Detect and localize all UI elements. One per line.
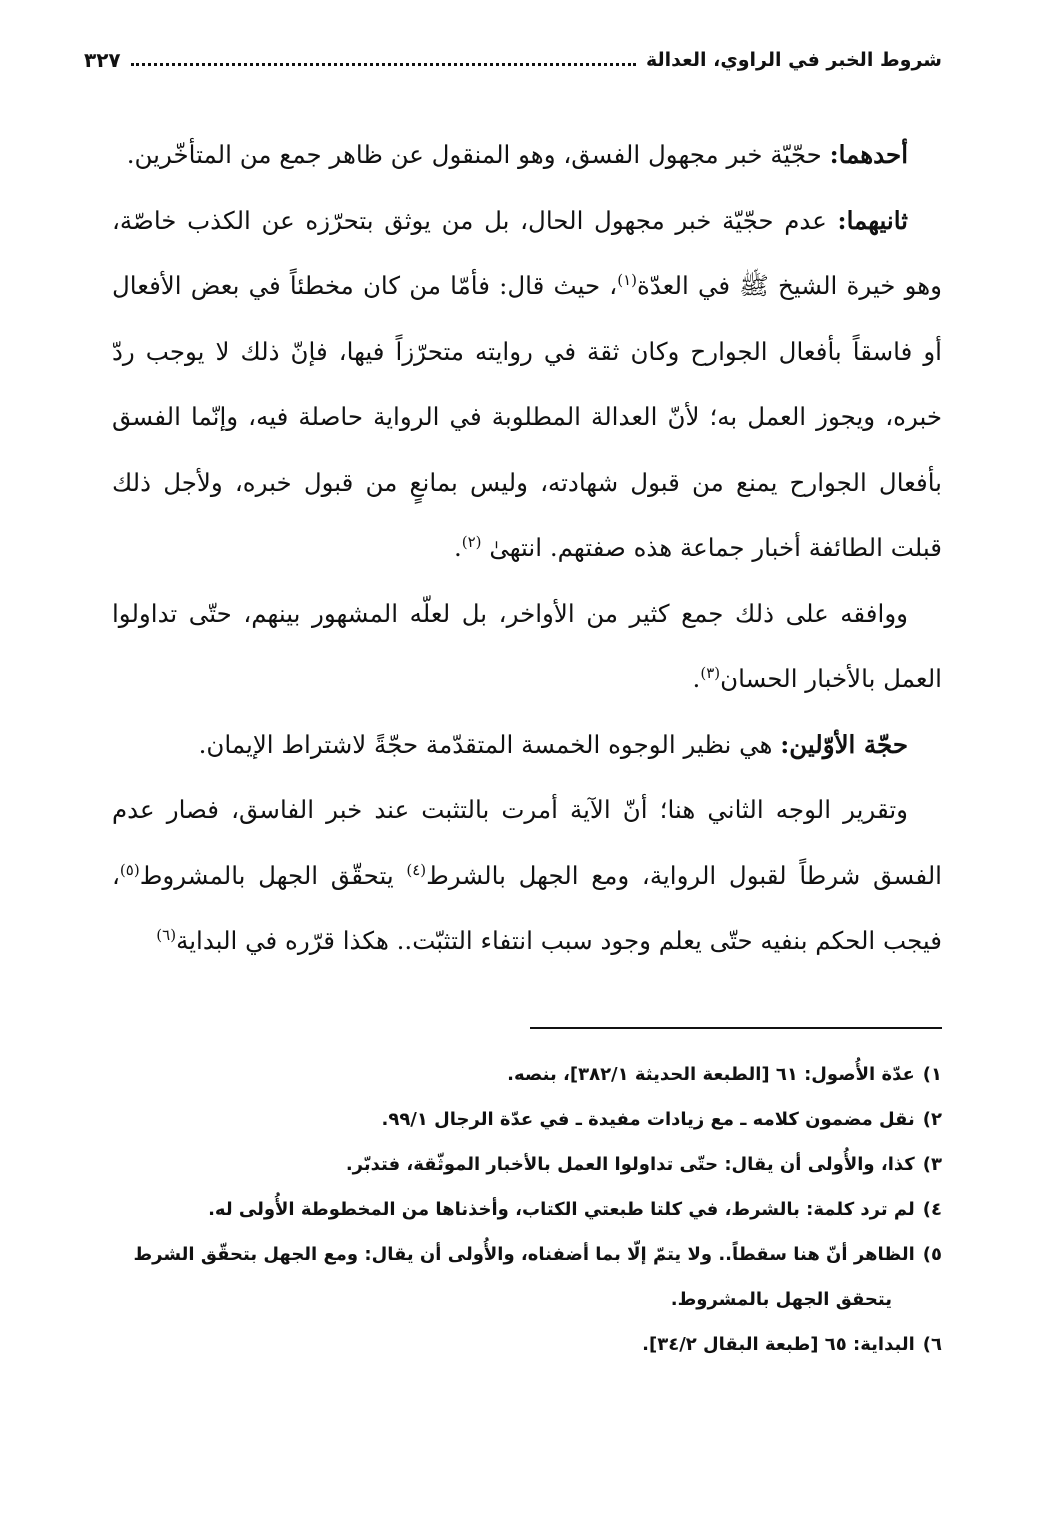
footnote-number: ٦) — [922, 1334, 942, 1355]
footnote-text: لم ترد كلمة: بالشرط، في كلتا طبعتي الكتاب، وأخذناها من المخطوطة الأُولى له. — [208, 1199, 915, 1220]
paragraph-5-text-b: يتحقّق الجهل بالمشروط — [139, 860, 407, 890]
footnote-text: كذا، والأُولى أن يقال: حتّى تداولوا العمل بالأخبار الموثّقة، فتدبّر. — [345, 1154, 915, 1175]
footnote-4 — [112, 1187, 942, 1232]
footnote-3 — [112, 1142, 942, 1187]
paragraph-1-text: حجّيّة خبر مجهول الفسق، وهو المنقول عن ظاهر جمع من المتأخّرين. — [126, 140, 830, 169]
footnote-ref-4[interactable]: (٤) — [406, 860, 427, 879]
footnote-ref-1[interactable]: (١) — [617, 270, 637, 289]
paragraph-2-lead: ثانيهما: — [837, 205, 908, 235]
footnote-ref-3[interactable]: (٣) — [700, 663, 721, 682]
paragraph-4-text: هي نظير الوجوه الخمسة المتقدّمة حجّةً لاشتراط الإيمان. — [198, 729, 781, 759]
footnote-ref-6[interactable]: (٦) — [156, 925, 177, 944]
paragraph-2-text-b: ، حيث قال: فأمّا من كان مخطئاً في بعض الأفعال أو فاسقاً بأفعال الجوارح وكان ثقة في روايته متحرّزاً فيها، فإنّ ذلك لا يوجب ردّ خبره، ويجوز العمل به؛ لأنّ العدالة المطلوبة في الرواية حاصلة فيه، وإنّما الفسق بأفعال الجوارح يمنع من قبول شهادته، وليس بمانعٍ من قبول خبره، ولأجل ذلك قبلت الطائفة أخبار جماعة هذه صفتهم. انتهىٰ — [112, 271, 942, 562]
paragraph-5-text-c: ، فيجب الحكم بنفيه حتّى يعلم وجود سبب انتفاء التثبّت.. هكذا قرّره في البداية — [112, 860, 942, 955]
footnote-number: ٥) — [922, 1244, 942, 1265]
footnote-number: ٤) — [922, 1199, 942, 1220]
paragraph-2-text-a: عدم حجّيّة خبر مجهول الحال، بل من يوثق بتحرّزه عن الكذب خاصّة، وهو خيرة الشيخ ﷺ في العدّة — [112, 205, 942, 300]
paragraph-1-lead: أحدهما: — [829, 140, 908, 169]
footnote-text: نقل مضمون كلامه ـ مع زيادات مفيدة ـ في عدّة الرجال ٩٩/١. — [381, 1109, 915, 1130]
footnote-number: ٣) — [922, 1154, 942, 1175]
header-dot-leader — [131, 62, 636, 66]
paragraph-5-text-a: وتقرير الوجه الثاني هنا؛ أنّ الآية أمرت بالتثبت عند خبر الفاسق، فصار عدم الفسق شرطاً لقبول الرواية، ومع الجهل بالشرط — [112, 795, 942, 890]
footnotes — [112, 1052, 942, 1367]
footnote-1 — [112, 1052, 942, 1097]
footnote-2 — [112, 1097, 942, 1142]
paragraph-2-text-c: . — [453, 533, 462, 562]
paragraph-5 — [112, 777, 942, 974]
page-number: ٣٢٧ — [84, 48, 121, 72]
footnote-number: ١) — [922, 1064, 942, 1085]
paragraph-3 — [112, 581, 942, 712]
footnote-continuation: يتحقق الجهل بالمشروط. — [670, 1289, 892, 1310]
paragraph-4-lead: حجّة الأوّلين: — [780, 729, 908, 759]
footnote-divider — [530, 1027, 942, 1029]
paragraph-4 — [112, 712, 942, 778]
paragraph-3-end: . — [692, 664, 701, 693]
paragraph-2 — [112, 188, 942, 581]
footnote-text: البداية: ٦٥ [طبعة البقال ٣٤/٢]. — [642, 1334, 915, 1355]
footnote-text: الظاهر أنّ هنا سقطاً.. ولا يتمّ إلّا بما أضفناه، والأُولى أن يقال: ومع الجهل بتحقّق الشرط — [133, 1244, 915, 1265]
main-text — [112, 122, 942, 974]
footnote-text: عدّة الأُصول: ٦١ [الطبعة الحديثة ٣٨٢/١]، بنصه. — [507, 1064, 915, 1085]
running-title: شروط الخبر في الراوي، العدالة — [645, 49, 942, 71]
footnote-6 — [112, 1322, 942, 1367]
footnote-ref-2[interactable]: (٢) — [461, 532, 482, 551]
paragraph-1 — [112, 122, 942, 188]
paragraph-3-text: ووافقه على ذلك جمع كثير من الأواخر، بل لعلّه المشهور بينهم، حتّى تداولوا العمل بالأخبار الحسان — [112, 598, 942, 693]
running-header — [84, 40, 942, 80]
footnote-ref-5[interactable]: (٥) — [119, 860, 140, 879]
footnote-5 — [112, 1232, 942, 1322]
footnote-number: ٢) — [922, 1109, 942, 1130]
